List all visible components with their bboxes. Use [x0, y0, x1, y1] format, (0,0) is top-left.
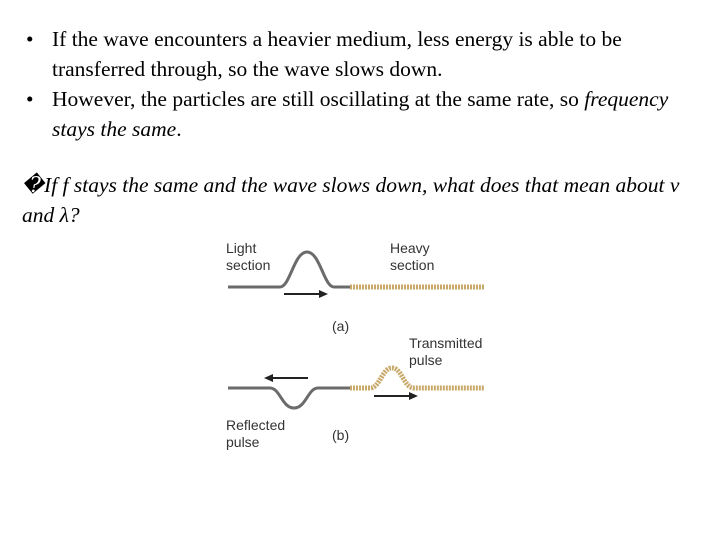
label-transmitted-line2: pulse: [409, 352, 443, 368]
bullet-item-1: [26, 24, 706, 84]
light-rope-b: [228, 388, 350, 408]
bullet-item-2: [26, 84, 706, 144]
label-reflected-pulse: [226, 417, 285, 451]
arrowhead-right-a: [319, 290, 328, 298]
bullet-marker: •: [26, 27, 34, 51]
label-light-line2: section: [226, 257, 271, 273]
bullet-text-plain: However, the particles are still oscillating at the same rate, so: [52, 87, 585, 111]
label-heavy-section: [390, 240, 434, 274]
label-light-section: [226, 240, 270, 274]
bullet-text: [52, 84, 706, 144]
bullet-text: If the wave encounters a heavier medium, less energy is able to be transferred through, so the wave slows down.: [52, 27, 622, 81]
bullet-list: [26, 24, 706, 144]
label-transmitted-line1: Transmitted: [409, 335, 483, 351]
question-text: [22, 170, 702, 230]
label-transmitted-pulse: [409, 335, 482, 369]
label-light-line1: Light: [226, 240, 257, 256]
label-a: (a): [332, 318, 350, 334]
wave-pulse-figure: [222, 232, 512, 462]
label-b: (b): [332, 427, 350, 443]
label-heavy-line2: section: [390, 257, 435, 273]
bullet-marker: •: [26, 87, 34, 111]
question-glyph: �: [22, 173, 45, 197]
arrowhead-left-b: [264, 374, 273, 382]
label-reflected-line2: pulse: [226, 434, 260, 450]
label-reflected-line1: Reflected: [226, 417, 286, 433]
bullet-text-italic: frequency stays the same: [52, 87, 669, 141]
label-heavy-line1: Heavy: [390, 240, 430, 256]
bullet-text-end: .: [176, 117, 182, 141]
question-body: If f stays the same and the wave slows down, what does that mean about v and λ?: [22, 173, 680, 227]
arrowhead-right-b: [409, 392, 418, 400]
heavy-rope-b: [350, 368, 484, 388]
